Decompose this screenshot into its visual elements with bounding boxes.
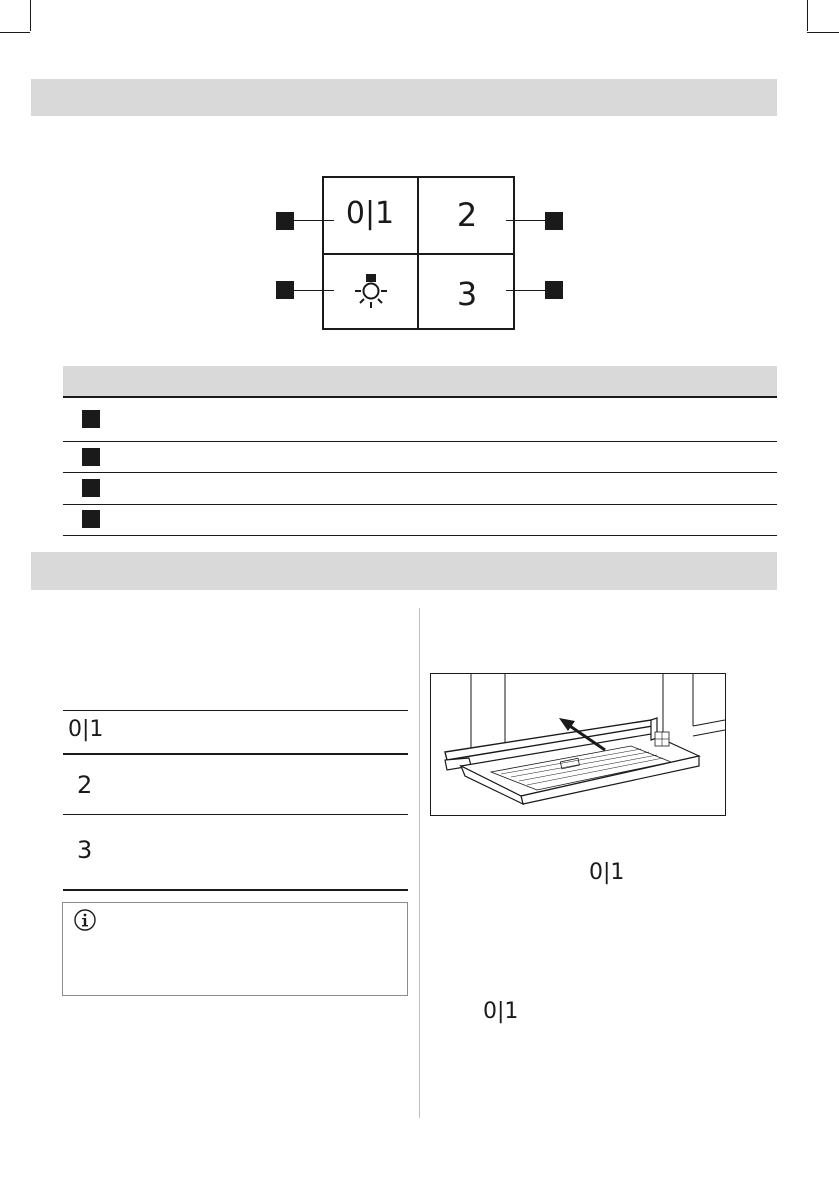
- inline-symbol-on-off-1: 0|1: [589, 860, 625, 885]
- panel-button-on-off[interactable]: 0|1: [345, 196, 395, 231]
- inline-symbol-on-off-2: 0|1: [483, 999, 519, 1024]
- speed-table: [0, 0, 420, 900]
- hood-illustration: [430, 673, 726, 816]
- speed-table-symbol-on-off: 0|1: [68, 717, 104, 742]
- speed-table-symbol-speed-3: 3: [77, 836, 93, 864]
- speed-table-symbol-speed-2: 2: [77, 771, 93, 799]
- info-icon: [73, 908, 97, 932]
- panel-button-speed-3[interactable]: 3: [456, 275, 478, 313]
- speed-table-rule-1: [63, 753, 408, 755]
- speed-table-top-rule: [63, 710, 408, 711]
- speed-table-rule-2: [63, 814, 408, 815]
- info-box: [62, 902, 408, 996]
- speed-table-bottom-rule: [63, 889, 408, 891]
- cooker-hood-drawing: [431, 674, 725, 815]
- panel-button-speed-2[interactable]: 2: [456, 196, 478, 234]
